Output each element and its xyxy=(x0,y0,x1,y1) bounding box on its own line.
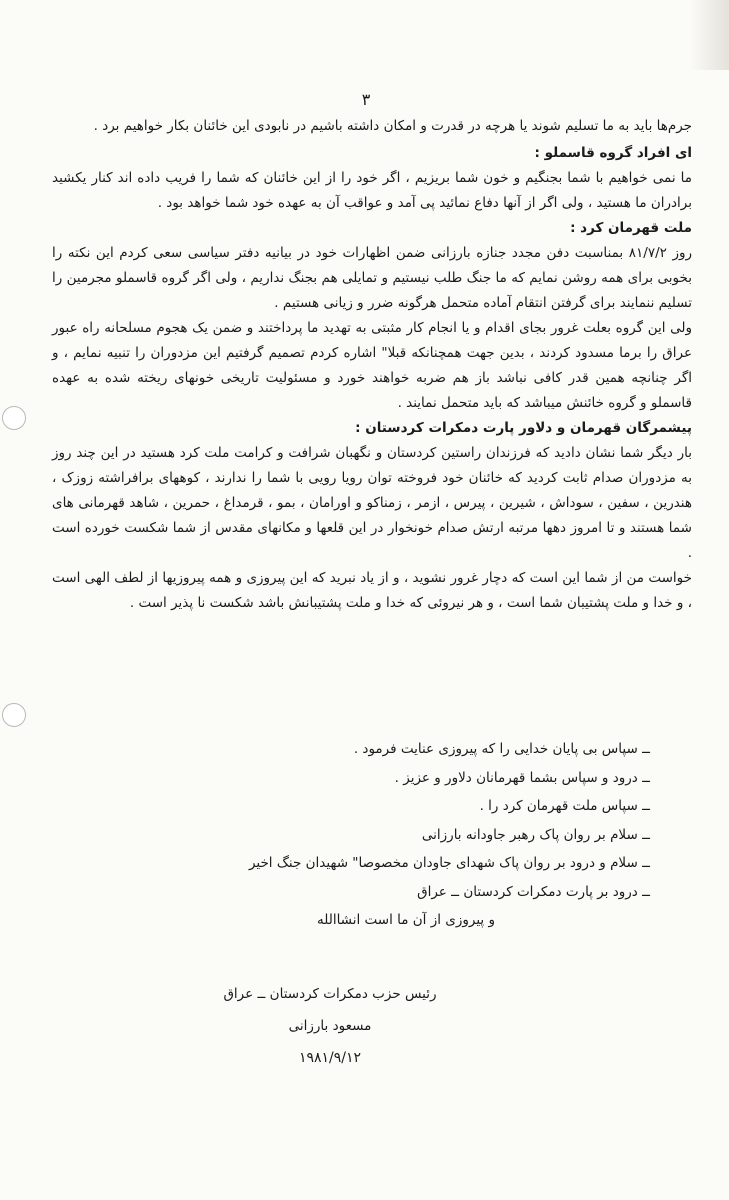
punch-hole-icon xyxy=(2,406,26,430)
closing-line: ــ سلام بر روان پاک رهبر جاودانه بارزانی xyxy=(421,826,650,843)
paper-edge-shadow xyxy=(689,0,729,70)
paragraph: ولی این گروه بعلت غرور بجای اقدام و یا انجام کار مثبتی به تهدید ما پرداختند و ضمن یک هجوم مسلحانه راه عبور عراق را برما مسدود کردند ، بدین جهت همچنانکه قبلا" اشاره کردم تصمیم گرفتیم این مزدوران را تنبیه نمایم ، و اگر چنانچه همین قدر کافی نباشد باز هم ضربه خواهند خورد و مسئولیت تاریخی خونهای ریخته شده به عهده قاسملو و گروه خائنش میباشد که باید متحمل نمایند . xyxy=(52,320,692,411)
closing-line: ــ سلام و درود بر روان پاک شهدای جاودان مخصوصا" شهیدان جنگ اخیر xyxy=(248,855,650,871)
signature-date: ١٩٨١/٩/١٢ xyxy=(298,1050,362,1066)
section-heading: ملت قهرمان کرد : xyxy=(570,220,692,236)
section-heading: ای افراد گروه قاسملو : xyxy=(534,145,692,161)
page-number: ٣ xyxy=(361,90,371,109)
closing-line: ــ سپاس بی پایان خدایی را که پیروزی عنایت فرمود . xyxy=(353,741,650,757)
signature-name: مسعود بارزانی xyxy=(288,1018,372,1034)
closing-line: ــ درود و سپاس بشما قهرمانان دلاور و عزیز . xyxy=(394,769,650,786)
signature-title: رئیس حزب دمکرات کردستان ــ عراق xyxy=(223,986,437,1002)
closing-salutations xyxy=(150,735,650,935)
closing-line: و پیروزی از آن ما است انشاالله xyxy=(317,912,495,928)
closing-line: ــ درود بر پارت دمکرات کردستان ــ عراق xyxy=(417,883,650,900)
signature-block xyxy=(160,978,500,1074)
paragraph: ما نمی خواهیم با شما بجنگیم و خون شما بریزیم ، اگر خود را از این خائنان که شما را فریب داده اند کنار یکشید برادران ما هستید ، ولی اگر از آنها دفاع نمائید پی آمد و عواقب آن به عهده خود شما خواهد بود . xyxy=(52,170,692,211)
closing-line: ــ سپاس ملت قهرمان کرد را . xyxy=(479,798,650,814)
paragraph: خواست من از شما این است که دچار غرور نشوید ، و از یاد نبرید که این پیروزی و همه پیروزیها از لطف الهی است ، و خدا و ملت پشتیبان شما است ، و هر نیروئی که خدا و ملت پشتیبانش باشد شکست نا پذیر است . xyxy=(52,570,692,611)
punch-hole-icon xyxy=(2,703,26,727)
paragraph: بار دیگر شما نشان دادید که فرزندان راستین کردستان و نگهبان شرافت و کرامت ملت کرد هستید در این چند روز به مزدوران صدام ثابت کردید که خائنان خود فروخته توان رویا رویی با شما را ندارند ، کوههای برافراشته زوزک ، هندرین ، سفین ، سوداش ، شیرین ، پیرس ، ازمر ، زمناکو و اورامان ، بمو ، قرمداغ ، حمرین ، شاهد قهرمانی های شما هستند و تا امروز دهها مرتبه ارتش صدام خونخوار در این قلعها و مکانهای مقدس از شما شکست خورده است . xyxy=(52,445,692,561)
paragraph: روز ٨١/٧/٢ بمناسبت دفن مجدد جنازه بارزانی ضمن اظهارات خود در بیانیه دفتر سیاسی سعی کردم این نکته را بخوبی برای همه روشن نمایم که ما جنگ طلب نیستیم و تمایلی هم بجنگ نداریم ، ولی اگر گروه قاسملو مجرمین را تسلیم ننمایند برای گرفتن انتقام آماده متحمل هرگونه ضرر و زیانی هستیم . xyxy=(52,245,692,311)
section-heading: پیشمرگان قهرمان و دلاور پارت دمکرات کردستان : xyxy=(355,420,692,436)
letter-body xyxy=(52,114,692,616)
paragraph: جرم‌ها باید به ما تسلیم شوند یا هرچه در قدرت و امکان داشته باشیم در نابودی این خائنان بکار خواهیم برد . xyxy=(93,118,692,134)
